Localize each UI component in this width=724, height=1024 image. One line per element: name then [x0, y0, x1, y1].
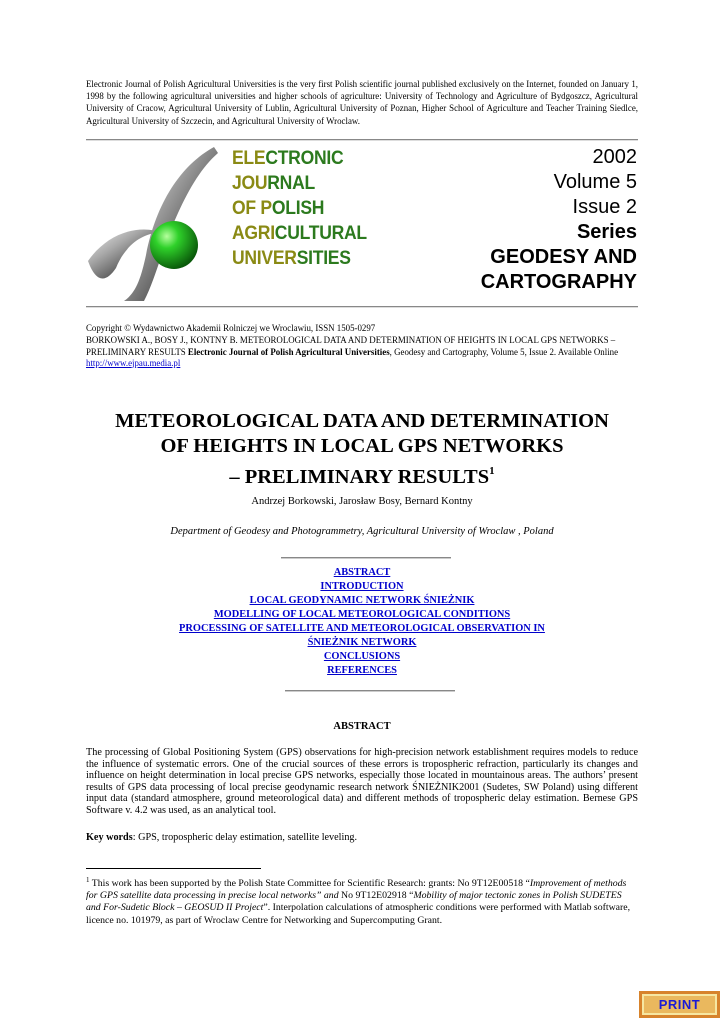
copyright-block: [86, 323, 646, 370]
journal-name-line-1: ELECTRONIC: [232, 147, 344, 169]
print-button-label: PRINT: [658, 997, 701, 1012]
toc-divider-bottom: [285, 690, 455, 692]
series-name-2: CARTOGRAPHY: [480, 271, 637, 293]
toc-link-conclusions[interactable]: CONCLUSIONS: [323, 651, 401, 662]
authors: Andrzej Borkowski, Jarosław Bosy, Bernard Kontny: [251, 496, 473, 507]
abstract-text: The processing of Global Positioning System (GPS) observations for high-precision network establishment requires models to reduce the influence of systematic errors. One of the crucial sources of these errors is tropospheric refraction, particularly its changes and influence on height determination in local precise GPS networks, especially those located in mountainous areas. The authors’ present results of GPS data processing of local precise geodynamic research network ŚNIEŻNIK2001 (Sudetes, SW Poland) using different input data (standard atmosphere, ground meteorological data) and different methods of tropospheric delay estimation. Bernese GPS Software v. 4.2 was used, as an analytical tool.: [86, 747, 638, 816]
toc-link-abstract[interactable]: ABSTRACT: [333, 567, 391, 578]
journal-name: [232, 146, 367, 271]
header-rule-bottom: [86, 306, 638, 308]
header-rule-top: [86, 139, 638, 141]
keywords: Key words: GPS, tropospheric delay estimation, satellite leveling.: [86, 832, 358, 843]
toc-link-modelling[interactable]: MODELLING OF LOCAL METEOROLOGICAL CONDITIONS: [213, 609, 511, 620]
toc-link-network[interactable]: LOCAL GEODYNAMIC NETWORK ŚNIEŻNIK: [249, 595, 475, 606]
table-of-contents: [86, 566, 638, 678]
journal-name-line-5: UNIVERSITIES: [232, 247, 351, 269]
series-label: Series: [576, 221, 637, 243]
citation: BORKOWSKI A., BOSY J., KONTNY B. METEOROLOGICAL DATA AND DETERMINATION OF HEIGHTS IN LOCAL GPS NETWORKS – PRELIMINARY RESULTS Electronic Journal of Polish Agricultural Universities, Geodesy and Cartography, Volume 5, Issue 2. Available Online http://www.ejpau.media.pl: [86, 334, 619, 369]
issue-year: 2002: [592, 146, 637, 168]
affiliation: Department of Geodesy and Photogrammetry, Agricultural University of Wroclaw , Poland: [170, 526, 554, 537]
journal-name-line-4: AGRICULTURAL: [232, 222, 367, 244]
toc-divider-top: [281, 557, 451, 559]
issue-number: Issue 2: [572, 196, 637, 218]
toc-link-references[interactable]: REFERENCES: [327, 665, 397, 676]
toc-link-processing-cont[interactable]: ŚNIEŻNIK NETWORK: [307, 637, 417, 648]
journal-name-line-3: OF POLISH: [232, 197, 325, 219]
journal-url-link[interactable]: http://www.ejpau.media.pl: [86, 358, 181, 369]
toc-link-introduction[interactable]: INTRODUCTION: [320, 581, 404, 592]
footnote: $^1$ This work has been supported by the Polish State Committee for Scientific Research: grants: No 9T12E00518 “Improvement of methods for GPS satellite data processing in precise local networks” and No 9T12E02918 “Mobility of major tectonic zones in Polish SUDETES and For-Sudetic Block – GEOSUD II Project”. Interpolation calculations of atmospheric conditions were performed with Matlab software, licence no. 101979, as part of Wroclaw Centre for Networking and Supercomputing Grant.: [86, 876, 631, 926]
journal-intro: Electronic Journal of Polish Agricultural Universities is the very first Polish scientific journal published exclusively on the Internet, founded on January 1, 1998 by the following agricultural universities and higher schools of agriculture: University of Technology and Agriculture of Bydgoszcz, Agricultural University of Cracow, Agricultural University of Lublin, Agricultural University of Poznan, Higher School of Agriculture and Teacher Training Siedlce, Agricultural University of Szczecin, and Agricultural University of Wroclaw.: [86, 79, 638, 126]
footnote-rule: [86, 868, 261, 869]
journal-logo: [86, 143, 226, 303]
series-name-1: GEODESY AND: [490, 246, 637, 268]
title-footnote-ref[interactable]: 1: [489, 465, 495, 477]
paper-title: METEOROLOGICAL DATA AND DETERMINATION OF HEIGHTS IN LOCAL GPS NETWORKS – PRELIMINARY RESULTS$^1$: [115, 410, 609, 488]
toc-link-processing[interactable]: PROCESSING OF SATELLITE AND METEOROLOGICAL OBSERVATION IN: [179, 623, 545, 634]
journal-name-line-2: JOURNAL: [232, 172, 315, 194]
issue-volume: Volume 5: [553, 171, 637, 193]
abstract-heading: ABSTRACT: [333, 721, 391, 732]
print-button[interactable]: [639, 991, 720, 1018]
copyright-line: Copyright © Wydawnictwo Akademii Rolniczej we Wroclawiu, ISSN 1505-0297: [86, 323, 376, 333]
issue-info: [481, 145, 637, 295]
